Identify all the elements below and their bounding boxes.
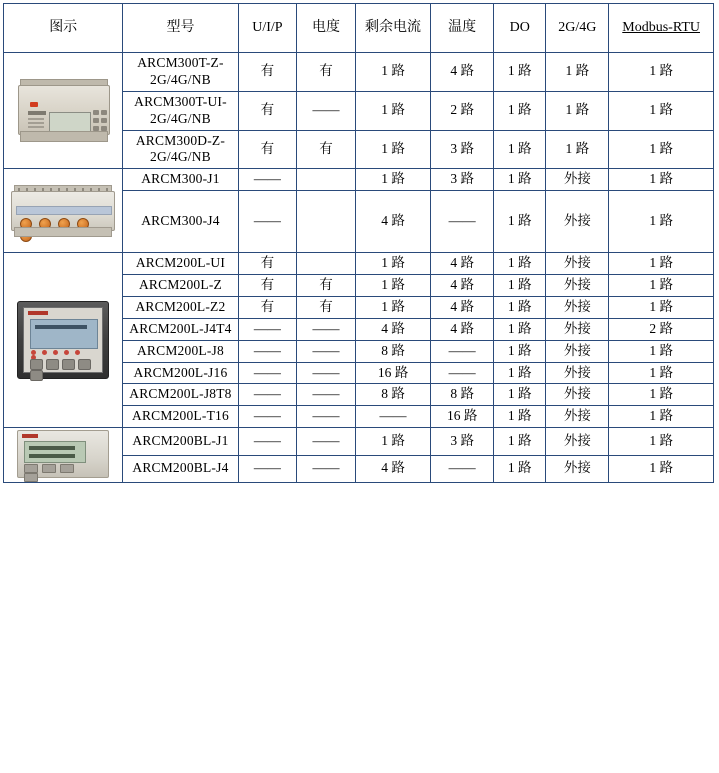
cell-do: 1 路: [494, 406, 546, 428]
header-temperature: 温度: [431, 4, 494, 53]
cell-electricity: ——: [297, 428, 356, 456]
cell-network: 外接: [546, 253, 609, 275]
cell-do: 1 路: [494, 130, 546, 169]
cell-temperature: 3 路: [431, 428, 494, 456]
product-image-compact-panel-meter: [4, 428, 123, 483]
cell-uip: 有: [238, 253, 297, 275]
cell-uip: ——: [238, 318, 297, 340]
cell-do: 1 路: [494, 455, 546, 483]
cell-electricity: [297, 253, 356, 275]
cell-network: 外接: [546, 428, 609, 456]
header-do: DO: [494, 4, 546, 53]
cell-modbus: 1 路: [609, 130, 714, 169]
cell-modbus: 1 路: [609, 169, 714, 191]
cell-temperature: ——: [431, 362, 494, 384]
cell-do: 1 路: [494, 340, 546, 362]
cell-do: 1 路: [494, 318, 546, 340]
cell-modbus: 1 路: [609, 53, 714, 92]
cell-modbus: 1 路: [609, 428, 714, 456]
product-specification-table: [3, 3, 714, 483]
cell-network: 1 路: [546, 91, 609, 130]
cell-do: 1 路: [494, 428, 546, 456]
model-name: ARCM200L-T16: [123, 406, 238, 428]
cell-uip: ——: [238, 406, 297, 428]
model-name: ARCM300T-UI-2G/4G/NB: [123, 91, 238, 130]
cell-uip: 有: [238, 275, 297, 297]
cell-uip: ——: [238, 455, 297, 483]
cell-do: 1 路: [494, 275, 546, 297]
cell-electricity: 有: [297, 275, 356, 297]
cell-uip: ——: [238, 169, 297, 191]
model-name: ARCM300D-Z-2G/4G/NB: [123, 130, 238, 169]
cell-temperature: 3 路: [431, 130, 494, 169]
cell-network: 外接: [546, 455, 609, 483]
cell-uip: 有: [238, 91, 297, 130]
cell-network: 外接: [546, 340, 609, 362]
cell-network: 外接: [546, 169, 609, 191]
cell-electricity: ——: [297, 384, 356, 406]
cell-electricity: 有: [297, 53, 356, 92]
table-row: [4, 169, 714, 191]
cell-residual: 1 路: [355, 53, 430, 92]
cell-temperature: 4 路: [431, 275, 494, 297]
model-name: ARCM200L-Z: [123, 275, 238, 297]
cell-residual: 4 路: [355, 318, 430, 340]
cell-residual: 4 路: [355, 191, 430, 253]
cell-residual: 4 路: [355, 455, 430, 483]
table-row: [4, 53, 714, 92]
cell-do: 1 路: [494, 91, 546, 130]
cell-modbus: 1 路: [609, 191, 714, 253]
cell-residual: 1 路: [355, 91, 430, 130]
cell-residual: 1 路: [355, 253, 430, 275]
cell-do: 1 路: [494, 53, 546, 92]
header-electricity: 电度: [297, 4, 356, 53]
cell-network: 外接: [546, 406, 609, 428]
table-row: [4, 428, 714, 456]
cell-residual: 1 路: [355, 275, 430, 297]
model-name: ARCM200L-J8T8: [123, 384, 238, 406]
cell-electricity: ——: [297, 318, 356, 340]
cell-temperature: 8 路: [431, 384, 494, 406]
model-name: ARCM200L-Z2: [123, 296, 238, 318]
cell-temperature: 4 路: [431, 53, 494, 92]
cell-residual: 16 路: [355, 362, 430, 384]
cell-modbus: 1 路: [609, 340, 714, 362]
cell-do: 1 路: [494, 191, 546, 253]
model-name: ARCM200BL-J4: [123, 455, 238, 483]
cell-modbus: 1 路: [609, 275, 714, 297]
cell-uip: ——: [238, 428, 297, 456]
cell-network: 外接: [546, 296, 609, 318]
product-image-wide-din-rail-module: [4, 169, 123, 253]
cell-modbus: 1 路: [609, 406, 714, 428]
cell-network: 外接: [546, 362, 609, 384]
cell-temperature: 4 路: [431, 296, 494, 318]
cell-uip: ——: [238, 362, 297, 384]
cell-temperature: 2 路: [431, 91, 494, 130]
model-name: ARCM200L-J4T4: [123, 318, 238, 340]
table-row: [4, 253, 714, 275]
cell-electricity: [297, 169, 356, 191]
cell-uip: ——: [238, 340, 297, 362]
cell-temperature: 4 路: [431, 253, 494, 275]
cell-modbus: 2 路: [609, 318, 714, 340]
cell-residual: 1 路: [355, 428, 430, 456]
header-model: 型号: [123, 4, 238, 53]
cell-electricity: ——: [297, 340, 356, 362]
cell-electricity: 有: [297, 130, 356, 169]
cell-residual: 8 路: [355, 384, 430, 406]
cell-residual: 8 路: [355, 340, 430, 362]
product-image-panel-meter: [4, 253, 123, 428]
cell-electricity: ——: [297, 362, 356, 384]
table-header-row: [4, 4, 714, 53]
cell-residual: 1 路: [355, 296, 430, 318]
cell-network: 外接: [546, 384, 609, 406]
cell-residual: 1 路: [355, 130, 430, 169]
model-name: ARCM200L-J8: [123, 340, 238, 362]
cell-residual: ——: [355, 406, 430, 428]
cell-uip: ——: [238, 384, 297, 406]
cell-temperature: ——: [431, 340, 494, 362]
header-image: 图示: [4, 4, 123, 53]
model-name: ARCM200L-UI: [123, 253, 238, 275]
cell-electricity: ——: [297, 455, 356, 483]
cell-modbus: 1 路: [609, 253, 714, 275]
header-network: 2G/4G: [546, 4, 609, 53]
header-residual-current: 剩余电流: [355, 4, 430, 53]
cell-do: 1 路: [494, 362, 546, 384]
cell-temperature: 16 路: [431, 406, 494, 428]
header-uip: U/I/P: [238, 4, 297, 53]
model-name: ARCM200L-J16: [123, 362, 238, 384]
model-name: ARCM300T-Z-2G/4G/NB: [123, 53, 238, 92]
cell-do: 1 路: [494, 384, 546, 406]
model-name: ARCM200BL-J1: [123, 428, 238, 456]
cell-residual: 1 路: [355, 169, 430, 191]
cell-electricity: [297, 191, 356, 253]
model-name: ARCM300-J1: [123, 169, 238, 191]
cell-temperature: 3 路: [431, 169, 494, 191]
cell-network: 1 路: [546, 53, 609, 92]
cell-do: 1 路: [494, 296, 546, 318]
cell-modbus: 1 路: [609, 362, 714, 384]
cell-electricity: ——: [297, 91, 356, 130]
cell-network: 外接: [546, 275, 609, 297]
cell-uip: ——: [238, 191, 297, 253]
cell-modbus: 1 路: [609, 455, 714, 483]
cell-do: 1 路: [494, 253, 546, 275]
model-name: ARCM300-J4: [123, 191, 238, 253]
cell-uip: 有: [238, 53, 297, 92]
cell-electricity: 有: [297, 296, 356, 318]
cell-network: 外接: [546, 191, 609, 253]
cell-electricity: ——: [297, 406, 356, 428]
cell-modbus: 1 路: [609, 296, 714, 318]
cell-temperature: ——: [431, 191, 494, 253]
cell-uip: 有: [238, 296, 297, 318]
cell-modbus: 1 路: [609, 91, 714, 130]
cell-temperature: 4 路: [431, 318, 494, 340]
cell-modbus: 1 路: [609, 384, 714, 406]
header-modbus-rtu: Modbus-RTU: [609, 4, 714, 53]
product-image-din-rail-module: [4, 53, 123, 169]
cell-do: 1 路: [494, 169, 546, 191]
cell-network: 外接: [546, 318, 609, 340]
cell-network: 1 路: [546, 130, 609, 169]
cell-temperature: ——: [431, 455, 494, 483]
cell-uip: 有: [238, 130, 297, 169]
